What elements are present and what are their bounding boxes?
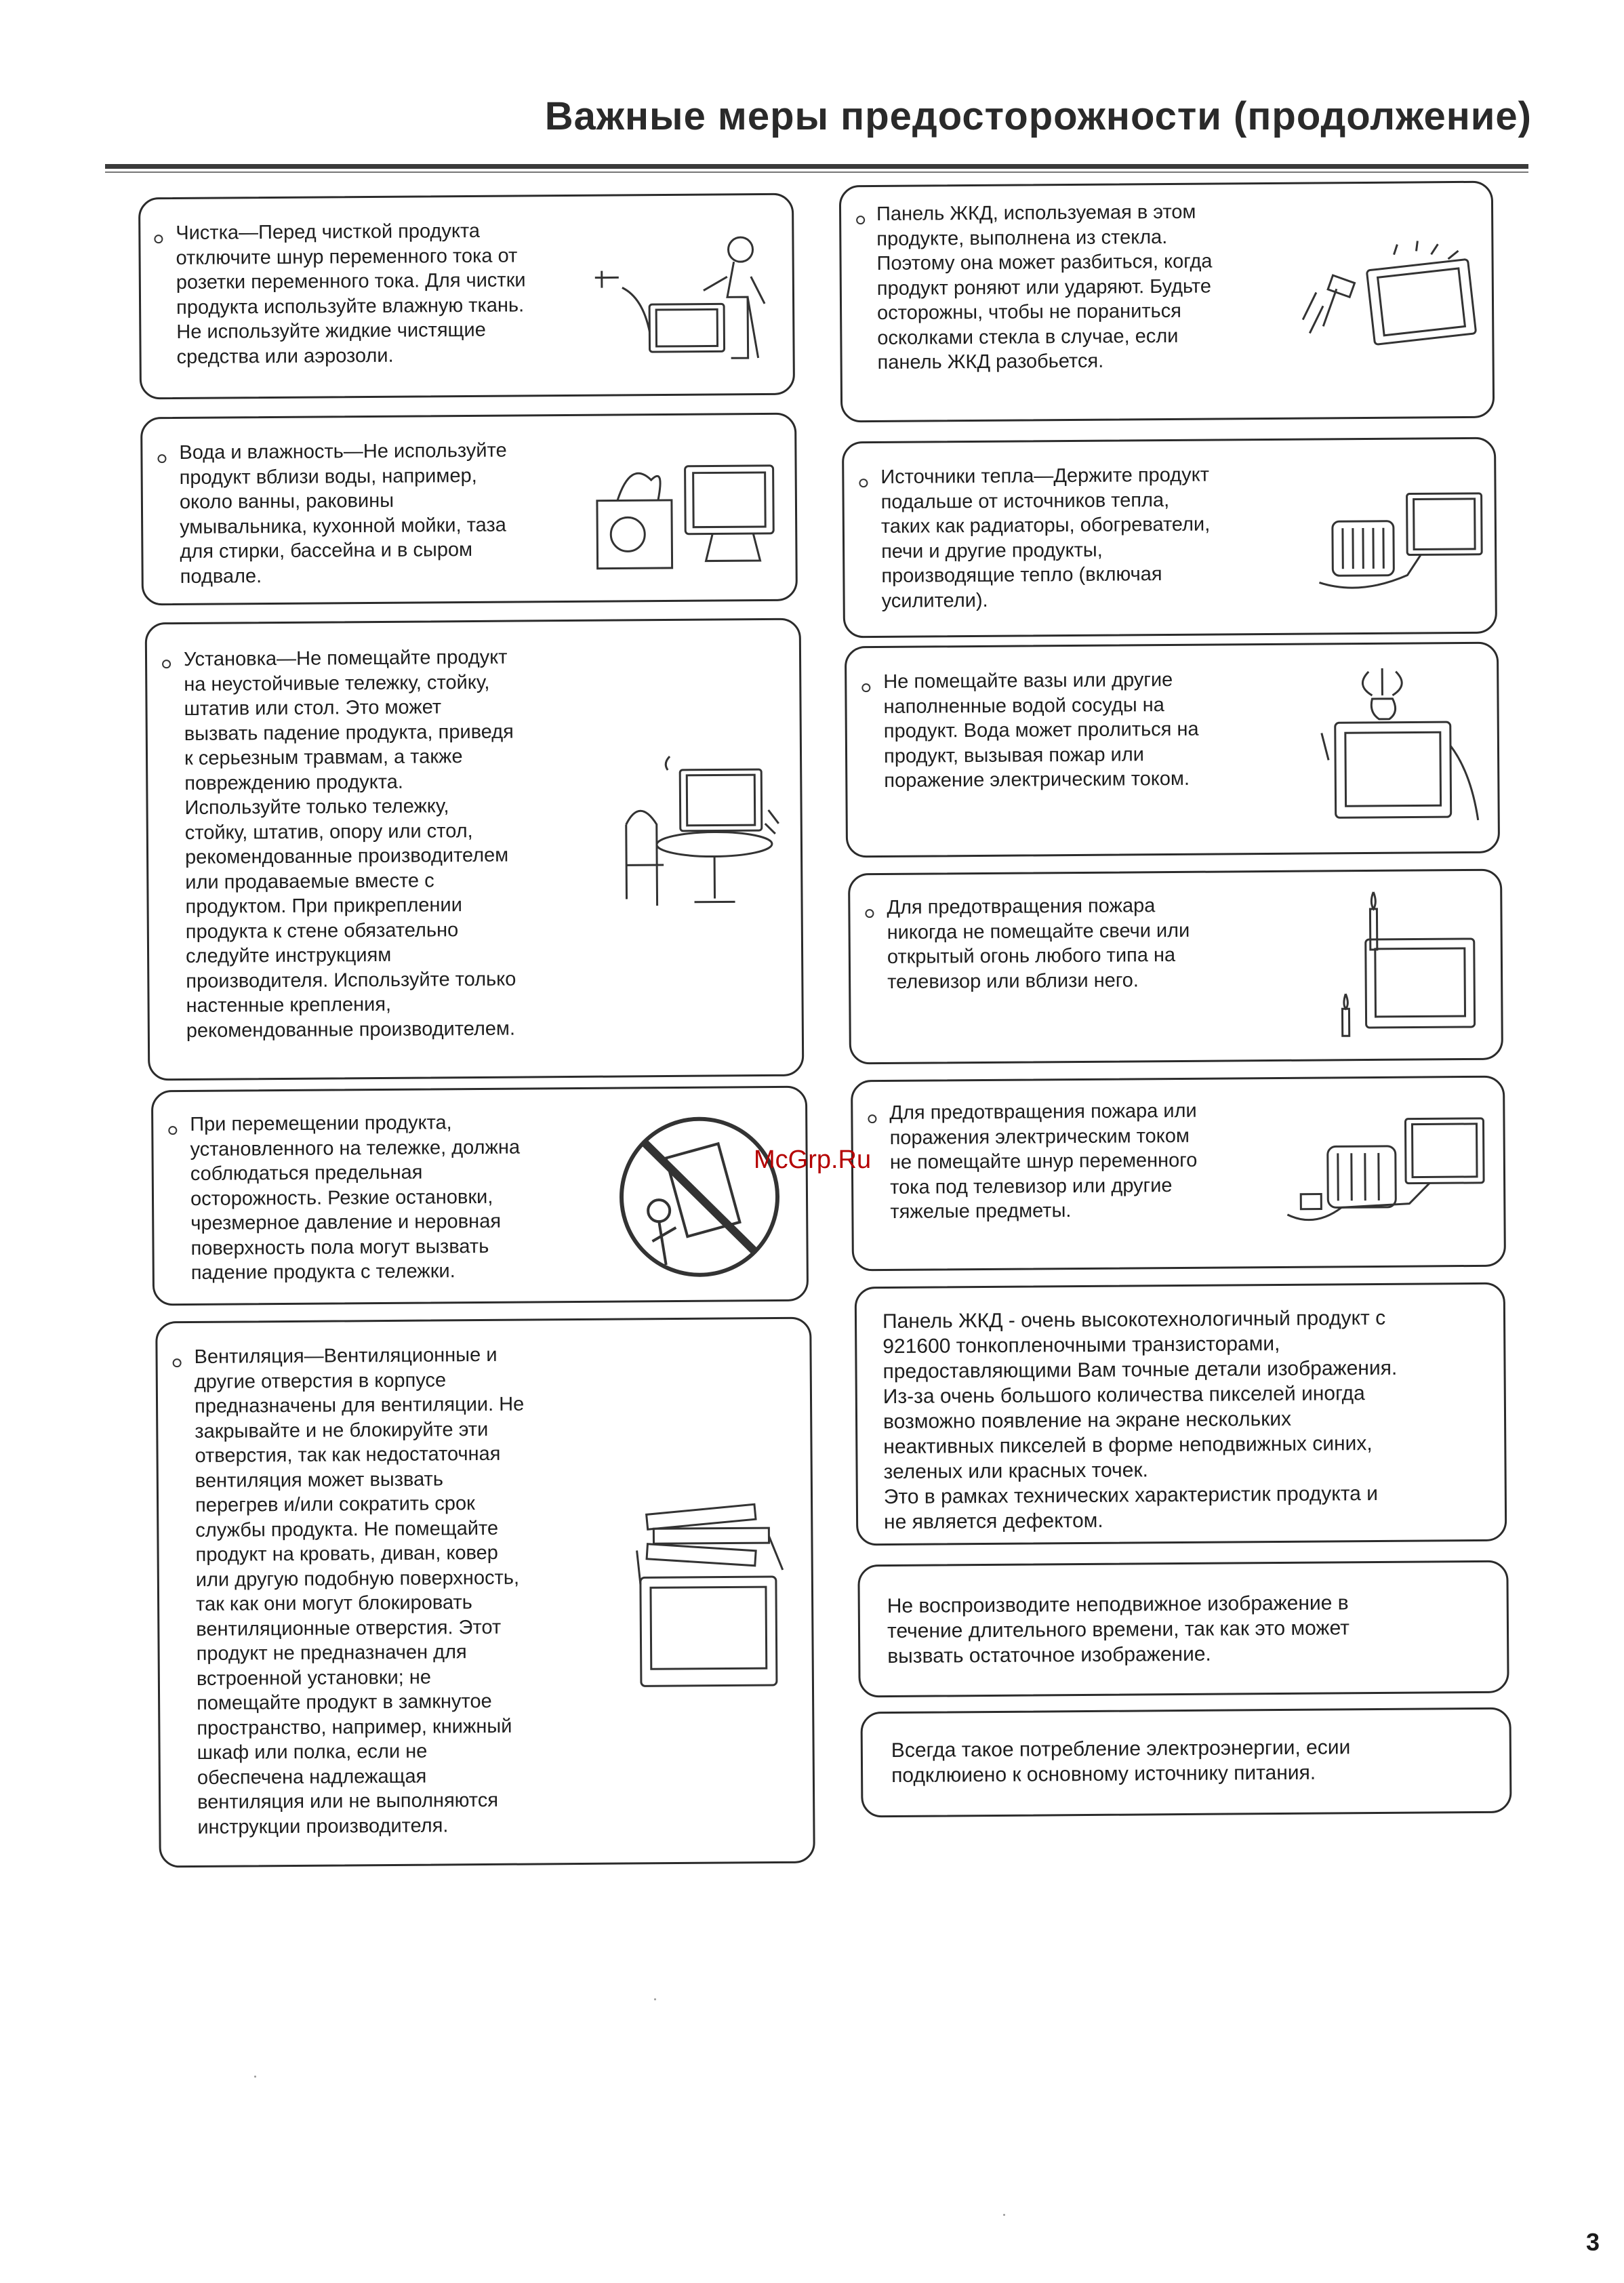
bullet (173, 1358, 182, 1367)
bullet (868, 1114, 876, 1123)
tv-on-table-icon (605, 742, 783, 920)
bullet (861, 683, 870, 692)
washing-machine-tv-icon (590, 439, 787, 575)
ventilation-text: Вентиляция—Вентиляционные и другие отверстия в корпусе предназначены для вентиляции. Не закрывайте и не блокируйте эти отверстия, так как недостаточная вентиляция может вызвать перегрев и/или сократить срок службы продукта. Не помещайте продукт на кровать, диван, ковер или другую подобную поверхность, так как они могут блокировать вентиляционные отверстия. Этот продукт не предназначен для встроенной установки; не помещайте продукт в замкнутое пространство, например, книжный шкаф или полка, если не обеспечена надлежащая вентиляция или не выполняются инструкции производителя. (194, 1343, 525, 1838)
glass-box (839, 181, 1495, 423)
water-text: Вода и влажность—Не используйте продукт вблизи воды, например, около ванны, раковины умывальника, кухонной мойки, таза для стирки, бассейна и в сыром подвале. (179, 439, 507, 588)
still-image-box (857, 1560, 1509, 1698)
scan-speck (254, 2076, 256, 2078)
bullet (154, 235, 163, 243)
candles-near-tv-icon (1324, 885, 1488, 1042)
cart-tipover-warning-icon (611, 1108, 788, 1286)
cord-under-heavy-object-icon (1273, 1105, 1490, 1242)
scan-speck (1003, 2214, 1005, 2216)
still-image-text: Не воспроизводите неподвижное изображение в течение длительного времени, так как это может вызвать остаточное изображение. (887, 1592, 1350, 1668)
candles-box (848, 869, 1503, 1065)
water-box (140, 413, 798, 606)
watermark: McGrp.Ru (754, 1146, 872, 1174)
bullet (157, 454, 166, 463)
hammer-hitting-tv-icon (1295, 237, 1486, 374)
heater-near-tv-icon (1305, 480, 1488, 603)
bullet (859, 479, 868, 487)
moving-box (151, 1086, 809, 1306)
candles-text: Для предотвращения пожара никогда не помещайте свечи или открытый огонь любого типа на телевизор или вблизи него. (887, 895, 1190, 993)
glass-text: Панель ЖКД, используемая в этом продукте, выполнена из стекла. Поэтому она может разбиться, когда продукт роняют или ударяют. Будьте осторожны, чтобы не пораниться осколками стекла в случае, если панель ЖКД разобьется. (876, 201, 1213, 373)
power-text: Всегда такое потребление электроэнергии, есии подклюиено к основному источнику питания. (891, 1736, 1351, 1787)
pixels-box (855, 1282, 1507, 1546)
title-rule-thin (105, 171, 1528, 173)
pixels-text: Панель ЖКД - очень высокотехнологичный продукт с 921600 тонкопленочными транзисторами, предоставляющими Вам точные детали изображения. Из-за очень большого количества пикселей иногда возможно появление на экране нескольких неактивных пикселей в форме неподвижных синих, зеленых или красных точек. Это в рамках технических характеристик продукта и не является дефектом. (882, 1306, 1398, 1534)
heat-box (842, 437, 1497, 639)
bullet (865, 909, 874, 918)
bullet (162, 660, 171, 668)
ventilation-box (155, 1317, 815, 1868)
title-rule (105, 164, 1528, 169)
cord-box (851, 1076, 1506, 1272)
installation-box (145, 618, 805, 1081)
cleaning-person-icon (581, 222, 772, 380)
installation-text: Установка—Не помещайте продукт на неустойчивые тележку, стойку, штатив или стол. Это может вызвать падение продукта, приведя к серьезным травмам, а также повреждению продукта. Используйте только тележку, стойку, штатив, опору или стол, рекомендованные производителем или продаваемые вместе с продуктом. При прикреплении продукта к стене обязательно следуйте инструкциям производителя. Используйте только настенные крепления, рекомендованные производителем. (183, 646, 516, 1042)
bullet (856, 216, 865, 224)
moving-text: При перемещении продукта, установленного на тележке, должна соблюдаться предельная осторожность. Резкие остановки, чрезмерное давление и неровная поверхность пола могут вызвать падение продукта с тележки. (190, 1112, 521, 1284)
cord-text: Для предотвращения пожара или поражения электрическим током не помещайте шнур переменного тока под телевизор или другие тяжелые предметы. (889, 1099, 1198, 1223)
page-title: Важные меры предосторожности (продолжение) (544, 94, 1532, 138)
tv-with-books-icon (633, 1495, 790, 1693)
scan-speck (654, 1998, 656, 2000)
cleaning-text: Чистка—Перед чисткой продукта отключите шнур переменного тока от розетки переменного тока. Для чистки продукта используйте влажную ткань. Не используйте жидкие чистящие средства или аэрозоли. (176, 220, 526, 368)
vase-on-tv-icon (1314, 658, 1485, 842)
bullet (168, 1126, 177, 1135)
heat-text: Источники тепла—Держите продукт подальше от источников тепла, таких как радиаторы, обогреватели, печи и другие продукты, производящие тепло (включая усилители). (880, 464, 1211, 612)
cleaning-box (138, 193, 795, 400)
power-box (860, 1708, 1511, 1818)
vases-text: Не помещайте вазы или другие наполненные водой сосуды на продукт. Вода может пролиться на продукт, вызывая пожар или поражение электрическим током. (883, 668, 1199, 792)
page-number: 3 (1586, 2228, 1600, 2256)
vases-box (845, 642, 1500, 858)
